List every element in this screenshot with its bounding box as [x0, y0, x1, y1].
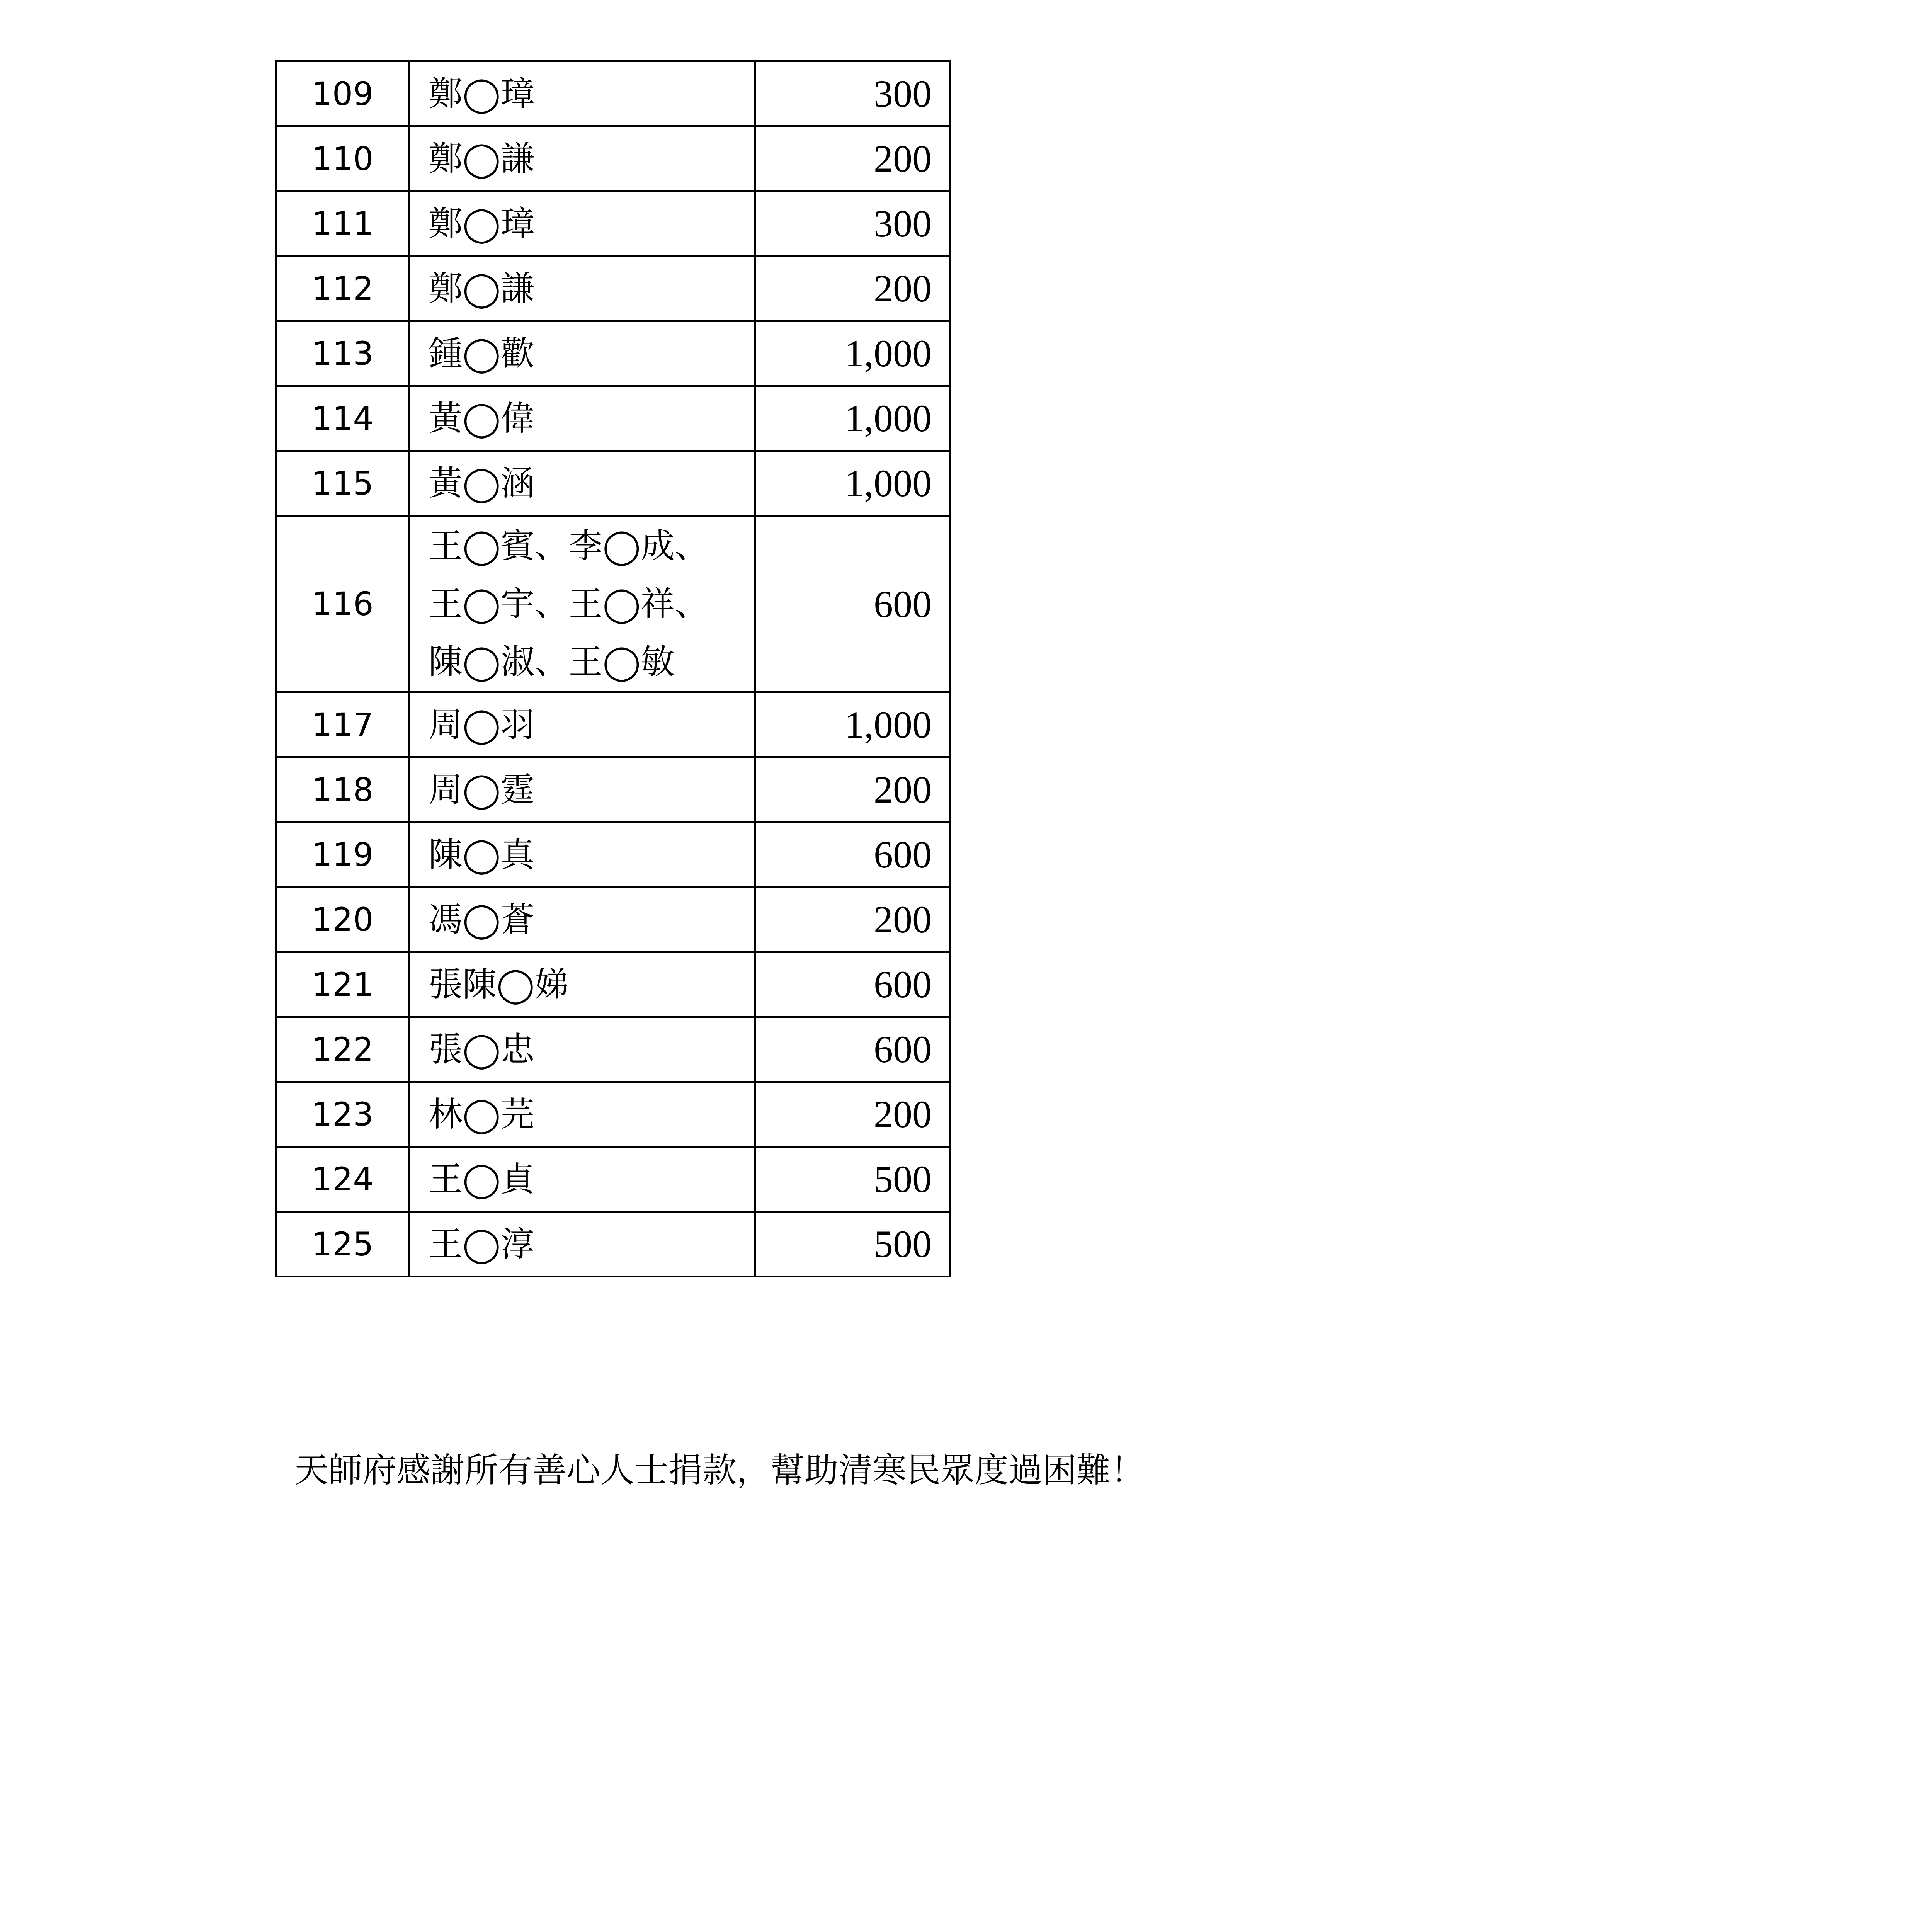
donor-name: [409, 321, 755, 386]
donation-number: 124: [276, 1147, 409, 1212]
donation-number: 125: [276, 1212, 409, 1277]
donor-name-line: 周◯霆: [429, 769, 535, 810]
donor-name: [409, 692, 755, 757]
donor-name: [409, 126, 755, 191]
thanks-message: 天師府感謝所有善心人士捐款，幫助清寒民眾度過困難！: [294, 1450, 1145, 1490]
donor-name: [409, 822, 755, 887]
table-row: [276, 1017, 950, 1082]
donor-name-line: 張陳◯娣: [429, 964, 569, 1004]
donation-number: 120: [276, 887, 409, 952]
donor-name: [409, 61, 755, 126]
donor-name-line: 陳◯真: [429, 834, 535, 874]
donor-name-line: 王◯淳: [429, 1224, 535, 1264]
donation-amount: 300: [755, 61, 950, 126]
donor-name: [409, 757, 755, 822]
table-row: [276, 61, 950, 126]
donation-amount: 1,000: [755, 451, 950, 516]
donor-name-line: 王◯貞: [429, 1159, 535, 1199]
table-row: [276, 692, 950, 757]
donor-name: [409, 887, 755, 952]
donation-amount: 600: [755, 822, 950, 887]
donation-table: [275, 60, 951, 1277]
donation-amount: 1,000: [755, 692, 950, 757]
donation-amount: 200: [755, 887, 950, 952]
table-row: [276, 887, 950, 952]
donor-name-line: 黃◯涵: [429, 463, 535, 503]
donation-amount: 500: [755, 1147, 950, 1212]
donation-table-body: [276, 61, 950, 1277]
donation-number: 112: [276, 256, 409, 321]
table-row: [276, 321, 950, 386]
donor-name-line: 鄭◯謙: [429, 268, 535, 308]
donor-name-line: 黃◯偉: [429, 398, 535, 438]
donation-number: 111: [276, 191, 409, 256]
donation-number: 109: [276, 61, 409, 126]
donation-number: 118: [276, 757, 409, 822]
table-row: [276, 126, 950, 191]
donation-number: 117: [276, 692, 409, 757]
table-row: [276, 256, 950, 321]
table-row: [276, 451, 950, 516]
donor-name-line: 鄭◯璋: [429, 203, 535, 243]
table-row: [276, 1212, 950, 1277]
donor-name: [409, 952, 755, 1017]
table-row: [276, 822, 950, 887]
donor-name: [409, 516, 755, 692]
donation-amount: 200: [755, 1082, 950, 1147]
donor-name: [409, 191, 755, 256]
donor-name: [409, 1212, 755, 1277]
donation-number: 119: [276, 822, 409, 887]
donation-number: 121: [276, 952, 409, 1017]
donor-name-line: 鍾◯歡: [429, 333, 535, 373]
table-row: [276, 1082, 950, 1147]
table-row: [276, 1147, 950, 1212]
donation-number: 115: [276, 451, 409, 516]
donation-amount: 200: [755, 757, 950, 822]
table-row: [276, 386, 950, 451]
donor-name-line: 張◯忠: [429, 1029, 535, 1069]
donor-name: [409, 1147, 755, 1212]
table-row: [276, 952, 950, 1017]
donor-name-line: 鄭◯謙: [429, 138, 535, 179]
donation-number: 116: [276, 516, 409, 692]
table-row: [276, 191, 950, 256]
donor-name-line: 周◯羽: [429, 704, 535, 745]
donation-amount: 600: [755, 1017, 950, 1082]
donation-amount: 500: [755, 1212, 950, 1277]
donation-amount: 200: [755, 256, 950, 321]
donor-name: [409, 386, 755, 451]
donation-number: 114: [276, 386, 409, 451]
donation-amount: 600: [755, 516, 950, 692]
donor-name-line: 馮◯蒼: [429, 899, 535, 939]
donor-name: [409, 451, 755, 516]
donor-name-line: 王◯宇、王◯祥、: [429, 584, 709, 624]
donation-number: 110: [276, 126, 409, 191]
donor-name: [409, 1017, 755, 1082]
donor-name: [409, 256, 755, 321]
table-row: [276, 516, 950, 692]
donation-number: 123: [276, 1082, 409, 1147]
donor-name: [409, 1082, 755, 1147]
donation-number: 113: [276, 321, 409, 386]
donation-amount: 200: [755, 126, 950, 191]
donation-amount: 300: [755, 191, 950, 256]
donation-amount: 1,000: [755, 321, 950, 386]
donor-name-line: 王◯賓、李◯成、: [429, 526, 709, 566]
donation-number: 122: [276, 1017, 409, 1082]
donor-name-line: 林◯芫: [429, 1094, 535, 1134]
donation-amount: 600: [755, 952, 950, 1017]
donor-name-line: 鄭◯璋: [429, 73, 535, 114]
table-row: [276, 757, 950, 822]
donation-amount: 1,000: [755, 386, 950, 451]
donor-name-line: 陳◯淑、王◯敏: [429, 642, 675, 682]
